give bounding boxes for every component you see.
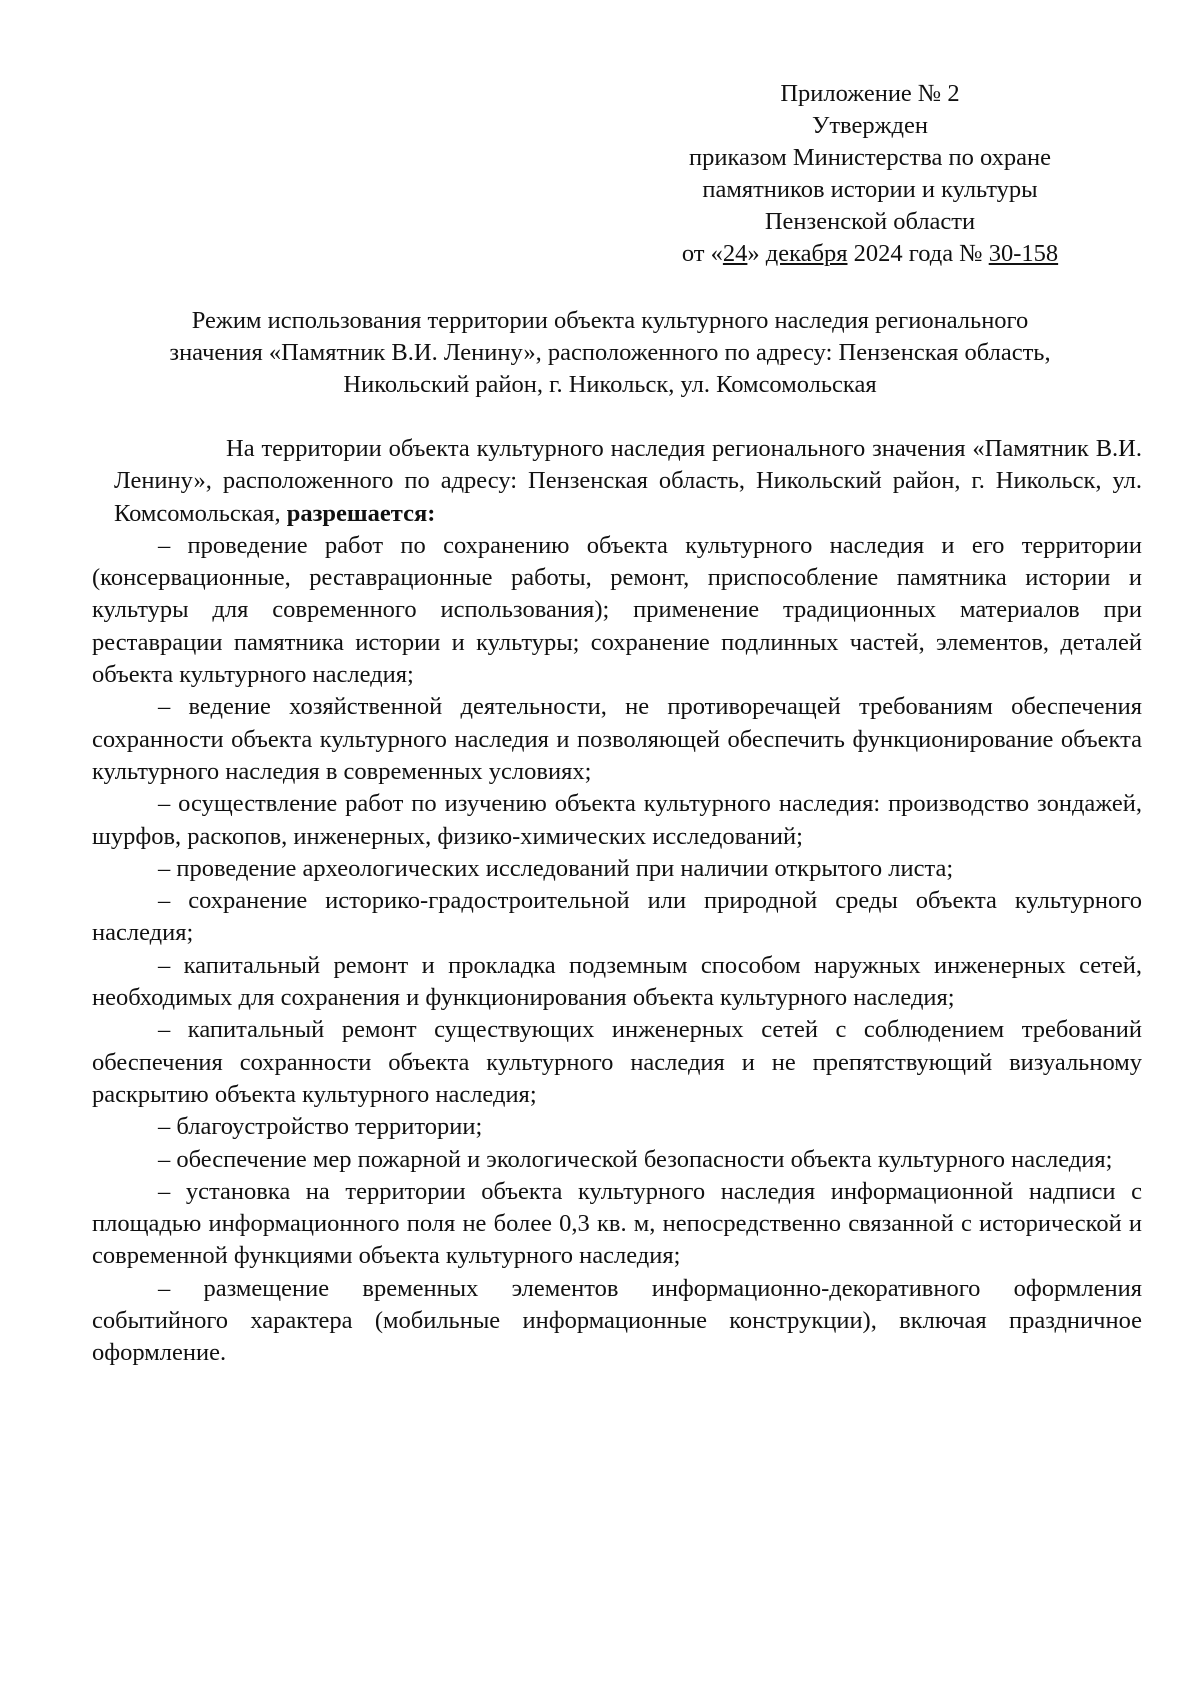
document-title	[110, 305, 1110, 401]
list-item: – обеспечение мер пожарной и экологической безопасности объекта культурного наследия;	[158, 1145, 1113, 1173]
intro-paragraph	[92, 433, 1142, 530]
list-item: – капитальный ремонт и прокладка подземным способом наружных инженерных сетей, необходимых для сохранения и функционирования объекта культурного наследия;	[92, 951, 1142, 1012]
appendix-label: Приложение № 2	[780, 80, 960, 107]
approved-label: Утвержден	[812, 112, 928, 139]
list-item: – проведение работ по сохранению объекта культурного наследия и его территории (консервационные, реставрационные работы, ремонт, приспособление памятника истории и культуры для современного использования); применение традиционных материалов при реставрации памятника истории и культуры; сохранение подлинных частей, элементов, деталей объекта культурного наследия;	[92, 531, 1142, 689]
intro-text: На территории объекта культурного наследия регионального значения «Памятник В.И. Ленину», расположенного по адресу: Пензенская область, Никольский район, г. Никольск, ул. Комсомольская,	[114, 435, 1142, 527]
list-item: – осуществление работ по изучению объекта культурного наследия: производство зондажей, шурфов, раскопов, инженерных, физико-химических исследований;	[92, 790, 1142, 850]
approval-block	[660, 78, 1080, 270]
date-month: декабря	[765, 240, 848, 267]
list-item: – капитальный ремонт существующих инженерных сетей с соблюдением требований обеспечения сохранности объекта культурного наследия и не препятствующий визуальному раскрытию объекта культурного наследия;	[92, 1016, 1142, 1108]
document-body	[92, 433, 1142, 1370]
date-prefix: от «	[681, 240, 723, 267]
title-line-3: Никольский район, г. Никольск, ул. Комсомольская	[343, 371, 877, 398]
title-line-1: Режим использования территории объекта культурного наследия регионального	[191, 307, 1029, 334]
title-line-2: значения «Памятник В.И. Ленину», расположенного по адресу: Пензенская область,	[169, 339, 1051, 366]
date-year: 2024 года №	[847, 240, 989, 267]
list-item: – проведение археологических исследований при наличии открытого листа;	[158, 854, 954, 882]
list-item: – сохранение историко-градостроительной или природной среды объекта культурного наследия;	[92, 887, 1142, 947]
date-day: 24	[722, 240, 748, 267]
intro-bold: разрешается:	[286, 499, 436, 527]
list-item: – размещение временных элементов информационно-декоративного оформления событийного характера (мобильные информационные конструкции), включая праздничное оформление.	[92, 1274, 1142, 1367]
ministry-label: памятников истории и культуры	[702, 176, 1038, 203]
list-item: – благоустройство территории;	[158, 1113, 483, 1141]
region-label: Пензенской области	[764, 208, 976, 235]
order-number: 30-158	[988, 240, 1059, 267]
list-item: – ведение хозяйственной деятельности, не противоречащей требованиям обеспечения сохранности объекта культурного наследия и позволяющей обеспечить функционирование объекта культурного наследия в современных условиях;	[92, 693, 1142, 785]
list-item: – установка на территории объекта культурного наследия информационной надписи с площадью информационного поля не более 0,3 кв. м, непосредственно связанной с исторической и современной функциями объекта культурного наследия;	[92, 1177, 1142, 1270]
date-mid: »	[747, 240, 766, 267]
order-date-line	[660, 238, 1080, 270]
order-label: приказом Министерства по охране	[689, 144, 1051, 171]
